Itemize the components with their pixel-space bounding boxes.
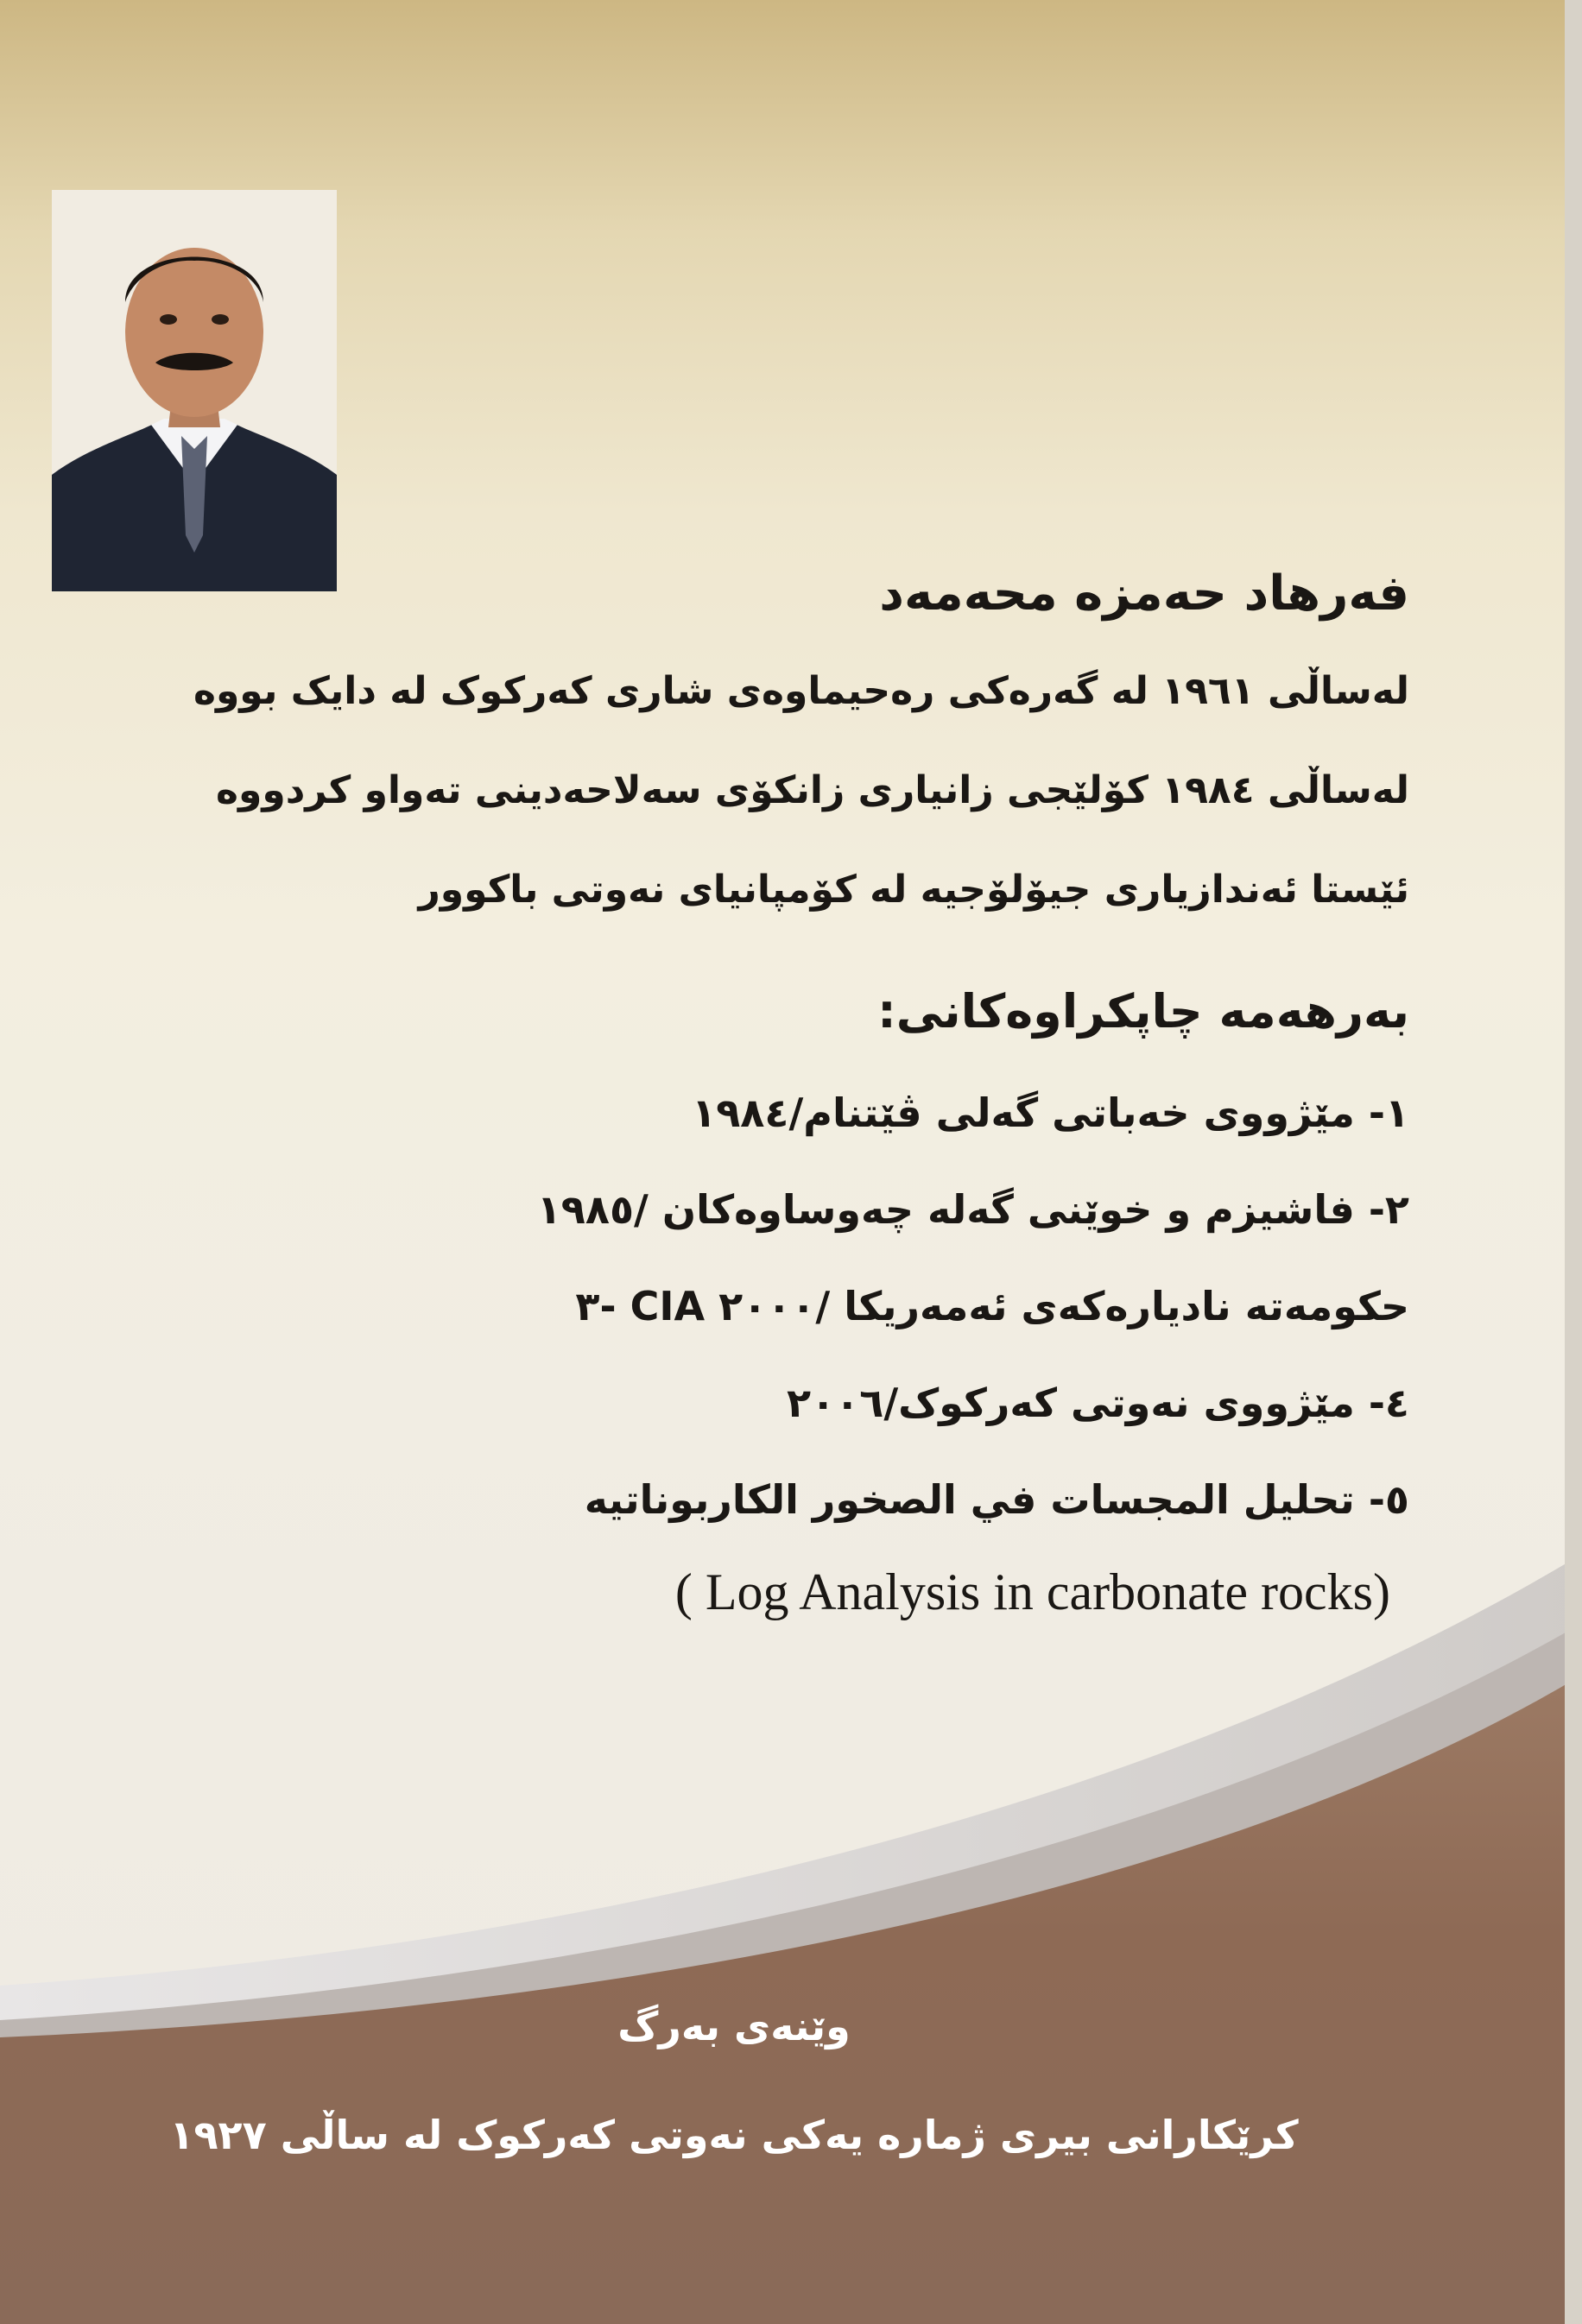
author-photo [52, 190, 337, 591]
author-portrait-image [52, 190, 337, 591]
bio-line-occupation: ئێستا ئەندازیاری جیۆلۆجیە لە کۆمپانیای نەوتی باکوور [418, 868, 1409, 912]
published-work-item: ٣- CIA حکومەتە نادیارەکەی ئەمەریکا /٢٠٠٠ [575, 1283, 1409, 1329]
published-work-item: ٥- تحليل المجسات في الصخور الكاربوناتيه [584, 1476, 1409, 1523]
published-work-english-title: ( Log Analysis in carbonate rocks) [674, 1563, 1390, 1620]
cover-photo-credit: کرێکارانی بیری ژمارە یەکی نەوتی کەرکوک لە ساڵی ١٩٢٧ [169, 2112, 1299, 2158]
published-work-item: ٤- مێژووی نەوتی کەرکوک/٢٠٠٦ [787, 1380, 1409, 1426]
cover-photo-caption: وێنەی بەرگ [617, 2003, 851, 2049]
published-work-item: ٢- فاشیزم و خوێنی گەلە چەوساوەکان /١٩٨٥ [536, 1186, 1409, 1233]
published-works-heading: بەرهەمە چاپکراوەکانی: [877, 984, 1409, 1039]
bio-line-education: لەساڵی ١٩٨٤ کۆلێجی زانیاری زانکۆی سەلاحەدینی تەواو کردووە [216, 768, 1409, 812]
author-name: فەرهاد حەمزە محەمەد [879, 565, 1409, 622]
published-work-item: ١- مێژووی خەباتی گەلی ڤێتنام/١٩٨٤ [692, 1089, 1409, 1136]
bio-line-birth: لەساڵی ١٩٦١ لە گەرەکی رەحیماوەی شاری کەرکوک لە دایک بووە [193, 669, 1409, 713]
